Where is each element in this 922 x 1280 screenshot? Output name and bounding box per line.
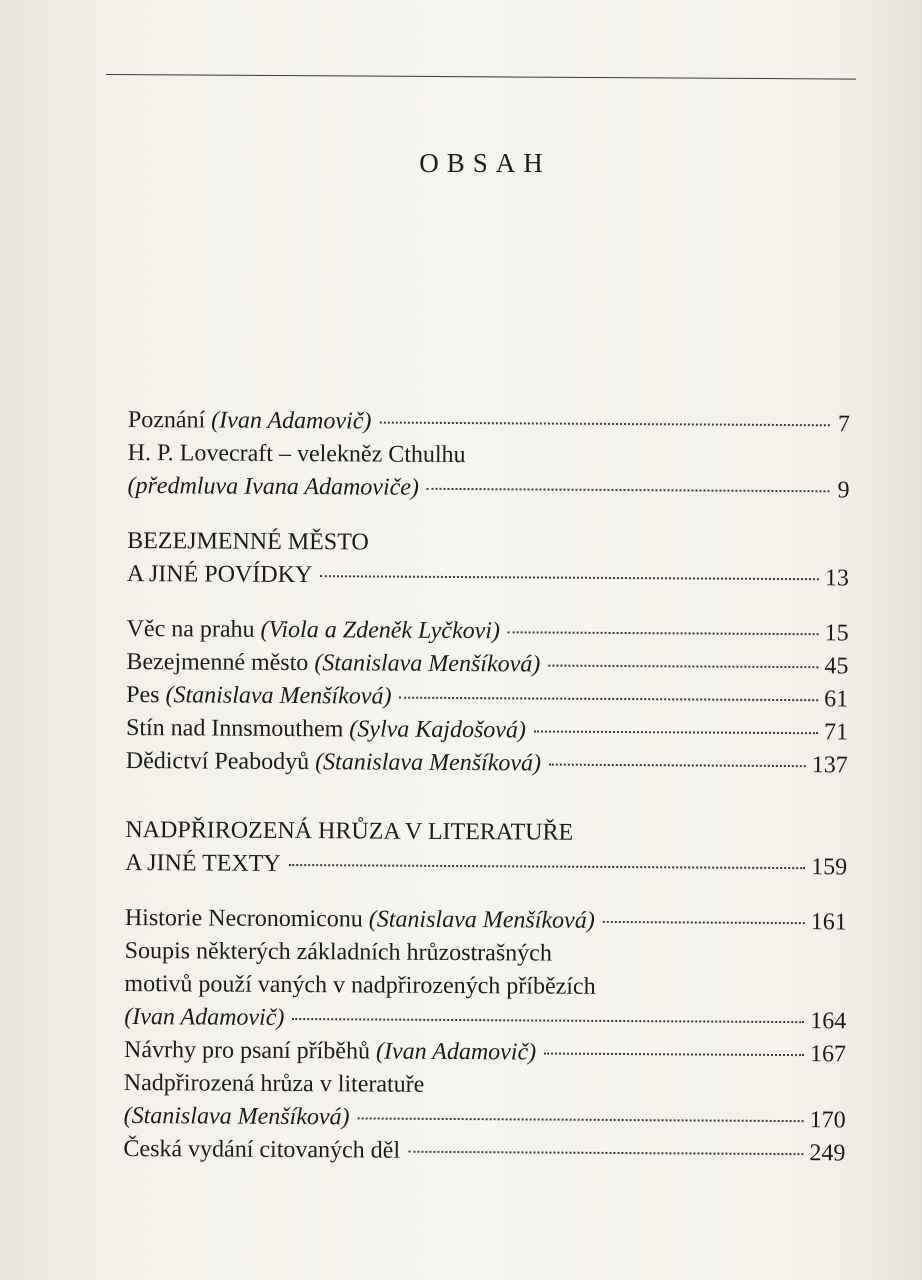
dot-leader — [289, 864, 805, 869]
entry-author: (Stanislava Menšíková) — [315, 749, 542, 777]
entry-author: (Ivan Adamovič) — [375, 1038, 537, 1066]
section-heading — [127, 525, 849, 562]
entry-page: 15 — [824, 620, 849, 647]
toc-entry — [123, 1133, 845, 1170]
entry-author: (Stanislava Menšíková) — [314, 650, 541, 678]
toc-entry — [126, 712, 848, 749]
dot-leader — [549, 764, 806, 768]
section-heading-line: A JINÉ TEXTY — [125, 849, 281, 877]
dot-leader — [603, 921, 805, 924]
entry-page: 249 — [809, 1140, 846, 1167]
toc-entry-line — [128, 437, 850, 474]
entry-page: 159 — [811, 854, 848, 881]
entry-page: 9 — [837, 477, 850, 504]
entry-title: Česká vydání citovaných děl — [123, 1135, 401, 1164]
toc-entry — [125, 902, 847, 939]
entry-page: 137 — [811, 752, 848, 779]
dot-leader — [548, 665, 818, 669]
dot-leader — [408, 1151, 803, 1155]
entry-title: Pes — [126, 681, 160, 709]
entry-author: (Ivan Adamovič) — [211, 407, 372, 435]
entry-title: Historie Necronomiconu — [124, 904, 363, 933]
toc-entry-line — [124, 1067, 846, 1104]
dot-leader — [427, 488, 830, 492]
entry-page: 167 — [809, 1041, 847, 1068]
entry-title: Nadpřirozená hrůza v literatuře — [123, 1069, 425, 1098]
entry-page: 45 — [824, 653, 849, 680]
toc-entry — [126, 745, 848, 782]
toc-entry-line — [125, 935, 847, 972]
toc-entry — [124, 1100, 846, 1137]
entry-author: (Stanislava Menšíková) — [368, 906, 595, 934]
toc-entry — [126, 679, 848, 716]
toc-entry — [128, 404, 850, 441]
toc-entry — [127, 470, 849, 507]
entry-author: (Viola a Zdeněk Lyčkovi) — [260, 616, 501, 645]
top-rule — [106, 74, 856, 80]
entry-page: 170 — [809, 1107, 846, 1134]
entry-title: H. P. Lovecraft – velekněz Cthulhu — [127, 439, 466, 469]
toc-entry — [124, 1034, 846, 1071]
entry-title: Stín nad Innsmouthem — [125, 714, 344, 743]
dot-leader — [544, 1053, 804, 1057]
entry-page: 71 — [823, 719, 849, 746]
toc-entry — [127, 613, 849, 650]
page-title: OBSAH — [419, 148, 551, 178]
entry-author: (Ivan Adamovič) — [124, 1003, 285, 1031]
entry-page: 13 — [824, 565, 850, 592]
entry-title: motivů použí vaných v nadpřirozených příbězích — [124, 970, 596, 1000]
entry-title: Věc na prahu — [126, 615, 255, 643]
entry-title: Návrhy pro psaní příběhů — [123, 1036, 371, 1065]
entry-page: 164 — [810, 1008, 847, 1035]
section-heading-line: BEZEJMENNÉ MĚSTO — [127, 527, 369, 556]
dot-leader — [508, 631, 819, 635]
dot-leader — [399, 697, 818, 702]
toc-entry-line — [124, 968, 846, 1005]
section-heading-line: A JINÉ POVÍDKY — [126, 560, 313, 589]
dot-leader — [292, 1018, 804, 1023]
entry-page: 61 — [824, 686, 849, 713]
entry-author: (Stanislava Menšíková) — [165, 682, 392, 710]
entry-title: Poznání — [127, 406, 206, 434]
entry-title: Bezejmenné město — [126, 648, 309, 677]
toc-entry — [124, 1001, 846, 1038]
section-heading — [125, 847, 847, 884]
dot-leader — [379, 422, 830, 427]
section-heading — [127, 558, 849, 595]
toc-entry — [126, 646, 848, 683]
entry-page: 7 — [837, 411, 850, 438]
section-heading — [125, 814, 847, 851]
entry-author: (předmluva Ivana Adamoviče) — [127, 472, 420, 501]
entry-author: (Sylva Kajdošová) — [349, 716, 527, 744]
section-heading-line: NADPŘIROZENÁ HRŮZA V LITERATUŘE — [125, 816, 574, 846]
dot-leader — [534, 730, 818, 734]
entry-title: Soupis některých základních hrůzostrašných — [124, 937, 552, 967]
table-of-contents — [123, 404, 850, 1170]
entry-title: Dědictví Peabodyů — [125, 747, 310, 776]
dot-leader — [320, 575, 819, 580]
entry-page: 161 — [810, 909, 847, 936]
dot-leader — [358, 1117, 804, 1122]
entry-author: (Stanislava Menšíková) — [123, 1102, 350, 1131]
